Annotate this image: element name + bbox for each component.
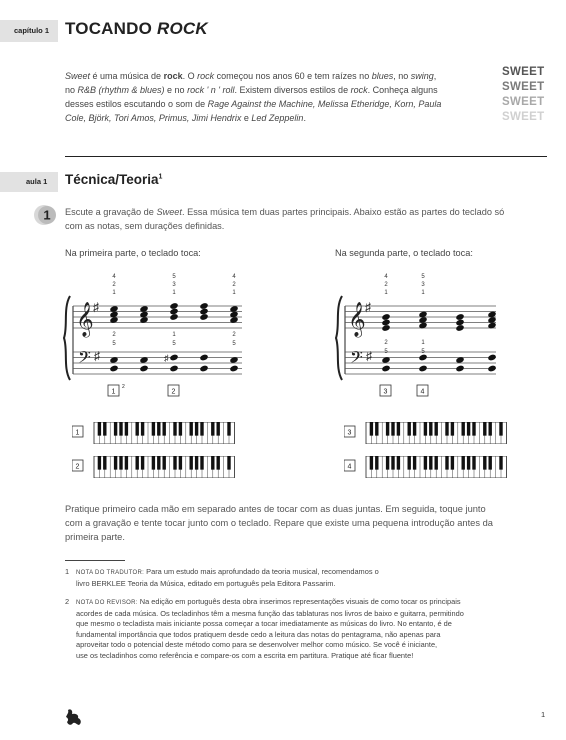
track-number: 1 <box>43 207 51 223</box>
svg-text:5: 5 <box>232 341 236 347</box>
svg-text:3: 3 <box>172 282 176 288</box>
practice-paragraph: Pratique primeiro cada mão em separado antes de tocar com as duas juntas. Em seguida, toque junto com a gravação e tente tocar junto com o teclado. Repare que existe uma pequena introdução antes da primeira parte. <box>65 504 493 542</box>
lesson-tag: aula 1 <box>0 172 58 192</box>
svg-text:5: 5 <box>172 341 176 347</box>
svg-text:♯: ♯ <box>94 349 100 363</box>
keyboard-diagram <box>344 456 524 483</box>
svg-text:2: 2 <box>232 332 236 338</box>
svg-text:2: 2 <box>384 340 388 346</box>
svg-text:1: 1 <box>232 290 236 296</box>
audio-track-icon <box>34 202 60 228</box>
page-title: TOCANDO ROCK <box>65 19 208 38</box>
chord-box-label: 4 <box>420 388 425 396</box>
publisher-logo-icon <box>64 706 84 728</box>
svg-text:1: 1 <box>384 290 388 296</box>
svg-text:4: 4 <box>384 274 388 280</box>
svg-text:4: 4 <box>232 274 236 280</box>
keyboard-diagram <box>72 422 252 449</box>
svg-text:2: 2 <box>122 384 125 390</box>
chapter-tag: capítulo 1 <box>0 20 58 42</box>
svg-text:1: 1 <box>421 290 425 296</box>
keyboard-svg <box>72 456 252 478</box>
svg-text:5: 5 <box>112 341 116 347</box>
part2-label: Na segunda parte, o teclado toca: <box>335 248 473 258</box>
svg-text:1: 1 <box>172 290 176 296</box>
svg-text:5: 5 <box>384 349 388 355</box>
sweet-logo-line: SWEET <box>502 96 545 108</box>
footnote: 1 NOTA DO TRADUTOR: Para um estudo mais aprofundado da teoria musical, recomendamos o livro BERKLEE Teoria da Música, editado em português pela Editora Passarim. <box>65 567 379 588</box>
svg-text:2: 2 <box>232 282 236 288</box>
svg-text:1: 1 <box>112 290 116 296</box>
keyboard-label: 2 <box>75 463 80 471</box>
keyboard-diagram <box>344 422 524 449</box>
svg-text:4: 4 <box>112 274 116 280</box>
sweet-logo-line: SWEET <box>502 111 545 123</box>
keyboard-svg <box>344 422 524 444</box>
keyboard-diagram <box>72 456 252 483</box>
treble-clef-icon: 𝄞 <box>348 303 366 336</box>
intro-paragraph: Sweet é uma música de rock. O rock começou nos anos 60 e tem raízes no blues, no swing, no R&B (rhythm & blues) e no rock ' n ' roll. Existem diversos estilos de rock. Conheça alguns desses estilos escutando o som de Rage Against the Machine, Melissa Etheridge, Korn, Paula Cole, Björk, Tori Amos, Primus, Jimi Hendrix e Led Zeppelin. <box>65 71 442 123</box>
part1-label: Na primeira parte, o teclado toca: <box>65 248 201 258</box>
chord-box-label: 1 <box>111 388 116 396</box>
keyboard-svg <box>344 456 524 478</box>
svg-text:1: 1 <box>421 340 425 346</box>
svg-text:5: 5 <box>421 349 425 355</box>
keyboard-label: 3 <box>347 429 352 437</box>
instructions-paragraph: Escute a gravação de Sweet. Essa música tem duas partes principais. Abaixo estão as partes do teclado só com as notas, sem durações definidas. <box>65 207 505 231</box>
part2-score <box>334 268 499 408</box>
footnote-divider <box>65 560 125 561</box>
keyboard-svg <box>72 422 252 444</box>
grand-staff-brace <box>64 296 70 380</box>
bass-clef-icon: 𝄢 <box>350 349 363 371</box>
svg-text:2: 2 <box>112 282 116 288</box>
svg-text:5: 5 <box>172 274 176 280</box>
grand-staff-brace <box>336 296 342 380</box>
sweet-logo-line: SWEET <box>502 81 545 93</box>
part1-score <box>62 268 277 408</box>
svg-text:5: 5 <box>421 274 425 280</box>
section-heading: Técnica/Teoria$^1$ <box>65 172 163 187</box>
svg-text:♯: ♯ <box>164 353 169 363</box>
page-number: 1 <box>541 710 546 719</box>
svg-text:2: 2 <box>384 282 388 288</box>
bass-clef-icon: 𝄢 <box>78 349 91 371</box>
keyboard-label: 1 <box>75 429 80 437</box>
section-divider <box>65 156 547 157</box>
svg-text:♯: ♯ <box>366 349 372 363</box>
sweet-logo-line: SWEET <box>502 66 545 78</box>
chord-box-label: 3 <box>383 388 388 396</box>
svg-text:♯: ♯ <box>365 300 371 314</box>
svg-text:2: 2 <box>112 332 116 338</box>
svg-text:1: 1 <box>172 332 176 338</box>
footnote: 2 NOTA DO REVISOR: Na edição em português desta obra inserimos representações visuais de como tocar os principais acordes de cada música. Os tecladinhos têm a mesma função das tablaturas nos livros de baixo e guitarra, permitindo que mesmo o tecladista mais iniciante possa começar a tocar imediatamente as músicas do livro. No entanto, é de fundamental importância que todos pratiquem desde cedo a leitura das notas do pentagrama, não apenas para aproveitar todo o potencial deste método como para se desenvolver melhor como músico. Se você é iniciante, use os tecladinhos como referência e compare-os com a escrita em partitura. Pratique até ficar fluente! <box>65 597 464 660</box>
chord-box-label: 2 <box>171 388 176 396</box>
svg-text:♯: ♯ <box>93 300 99 314</box>
svg-text:3: 3 <box>421 282 425 288</box>
keyboard-label: 4 <box>347 463 352 471</box>
treble-clef-icon: 𝄞 <box>76 303 94 336</box>
